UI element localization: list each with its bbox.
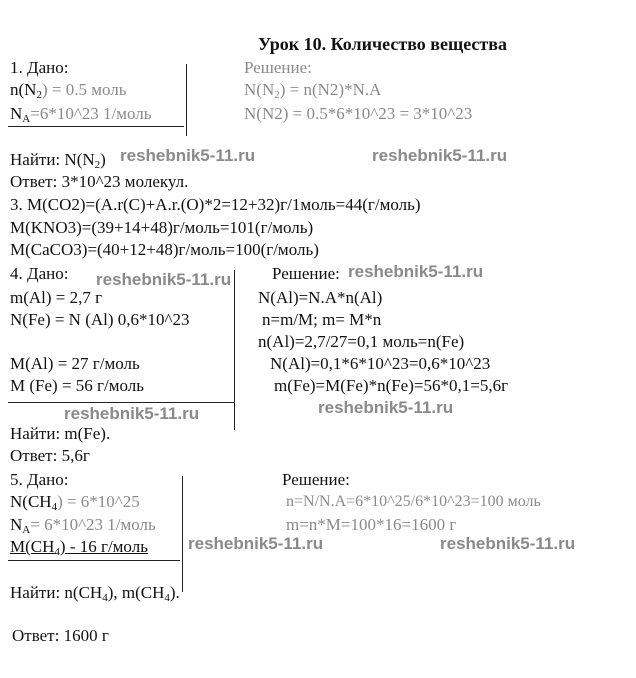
task1-given-n-n2: $n(N_2) = 0.5$ моль	[10, 80, 127, 101]
task4-solution-line-4: N(Al)=0,1*6*10^23=0,6*10^23	[270, 354, 491, 373]
task5-vertical-separator	[182, 476, 183, 592]
task1-solution-line-1: $N(N_2) = n(N2)*N.A$	[244, 80, 382, 101]
task1-vertical-separator	[186, 64, 187, 136]
task4-given-label: 4. Дано:	[10, 264, 69, 283]
task1-given-separator	[8, 126, 184, 127]
watermark: reshebnik5-11.ru	[372, 146, 508, 165]
task4-solution-line-5: m(Fe)=M(Fe)*n(Fe)=56*0,1=5,6г	[274, 376, 509, 395]
task3-line-3: M(CaCO3)=(40+12+48)г/моль=100(г/моль)	[10, 240, 319, 259]
task1-given-label: 1. Дано:	[10, 58, 69, 77]
task5-given-separator	[8, 560, 180, 561]
watermark: reshebnik5-11.ru	[96, 270, 232, 289]
task4-given-separator	[8, 402, 234, 403]
watermark: reshebnik5-11.ru	[120, 146, 256, 165]
task1-answer: Ответ: 3*10^23 молекул.	[10, 172, 189, 191]
watermark: reshebnik5-11.ru	[318, 398, 454, 417]
task3-line-2: M(KNO3)=(39+14+48)г/моль=101(г/моль)	[10, 218, 314, 237]
task1-solution-line-2: N(N2) = 0.5*6*10^23 = 3*10^23	[244, 104, 473, 123]
task5-solution-line-1: n=N/N.A=6*10^25/6*10^23=100 моль	[286, 493, 541, 510]
task5-given-na: $N_A=$ 6*10^23 1/моль	[10, 515, 156, 536]
watermark: reshebnik5-11.ru	[348, 262, 484, 281]
task5-given-n-ch4: $N(CH_4)$ = 6*10^25	[10, 492, 140, 513]
task5-solution-label: Решение:	[282, 470, 350, 489]
task5-solution-line-2: m=n*M=100*16=1600 г	[286, 515, 457, 534]
task5-given-molar: $M(CH_4) - 16$ г/моль	[10, 537, 148, 558]
task4-solution-line-1: N(Al)=N.A*n(Al)	[258, 288, 383, 307]
task5-answer: Ответ: 1600 г	[12, 626, 109, 645]
task4-solution-label: Решение:	[272, 264, 340, 283]
task4-given-n-fe: N(Fe) = N (Al) 0,6*10^23	[10, 310, 190, 329]
task1-find: Найти: $N(N_2)$	[10, 150, 106, 171]
task4-solution-line-3: n(Al)=2,7/27=0,1 моль=n(Fe)	[258, 332, 465, 351]
task4-solution-line-2: n=m/M; m= M*n	[262, 310, 382, 329]
task4-given-molar-fe: M (Fe) = 56 г/моль	[10, 376, 144, 395]
page-title: Урок 10. Количество вещества	[258, 34, 507, 54]
task4-given-m-al: m(Al) = 2,7 г	[10, 288, 103, 307]
task4-answer: Ответ: 5,6г	[10, 446, 90, 465]
watermark: reshebnik5-11.ru	[188, 534, 324, 553]
task4-given-molar-al: M(Al) = 27 г/моль	[10, 354, 140, 373]
watermark: reshebnik5-11.ru	[64, 404, 200, 423]
task5-find: Найти: $n(CH_4)$, $m(CH_4)$.	[10, 583, 180, 604]
task3-line-1: 3. M(CO2)=(A.r(C)+A.r.(O)*2=12+32)г/1моль=44(г/моль)	[10, 195, 421, 214]
task1-solution-label: Решение:	[244, 58, 312, 77]
task4-find: Найти: m(Fe).	[10, 424, 111, 443]
watermark: reshebnik5-11.ru	[440, 534, 576, 553]
task5-given-label: 5. Дано:	[10, 470, 69, 489]
task4-vertical-separator	[234, 270, 235, 430]
task1-given-na: $N_A=6*10\^{}23$ 1/моль	[10, 104, 152, 125]
